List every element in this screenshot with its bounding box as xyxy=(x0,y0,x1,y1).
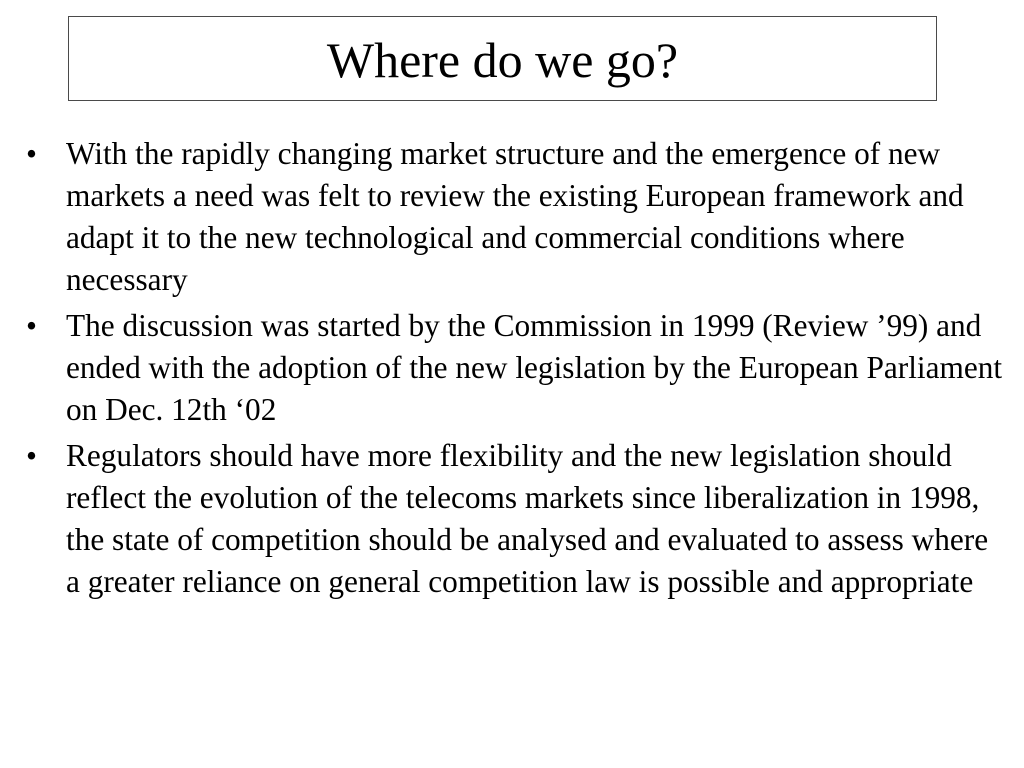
bullet-item xyxy=(26,435,1006,603)
bullet-list xyxy=(26,133,1006,607)
bullet-dot-icon: • xyxy=(26,136,37,171)
bullet-text: Regulators should have more flexibility and the new legislation should reflect the evolution of the telecoms markets since liberalization in 1998, the state of competition should be analysed and evaluated to assess where a greater reliance on general competition law is possible and appropriate xyxy=(66,438,989,599)
title-box xyxy=(68,16,937,101)
slide-title: Where do we go? xyxy=(326,31,679,88)
bullet-text: With the rapidly changing market structure and the emergence of new markets a need was felt to review the existing European framework and adapt it to the new technological and commercial conditions where necessary xyxy=(66,136,964,297)
bullet-item xyxy=(26,305,1006,431)
bullet-text: The discussion was started by the Commission in 1999 (Review ’99) and ended with the adoption of the new legislation by the European Parliament on Dec. 12th ‘02 xyxy=(66,308,1003,427)
bullet-dot-icon: • xyxy=(26,438,37,473)
bullet-item xyxy=(26,133,1006,301)
bullet-dot-icon: • xyxy=(26,308,37,343)
